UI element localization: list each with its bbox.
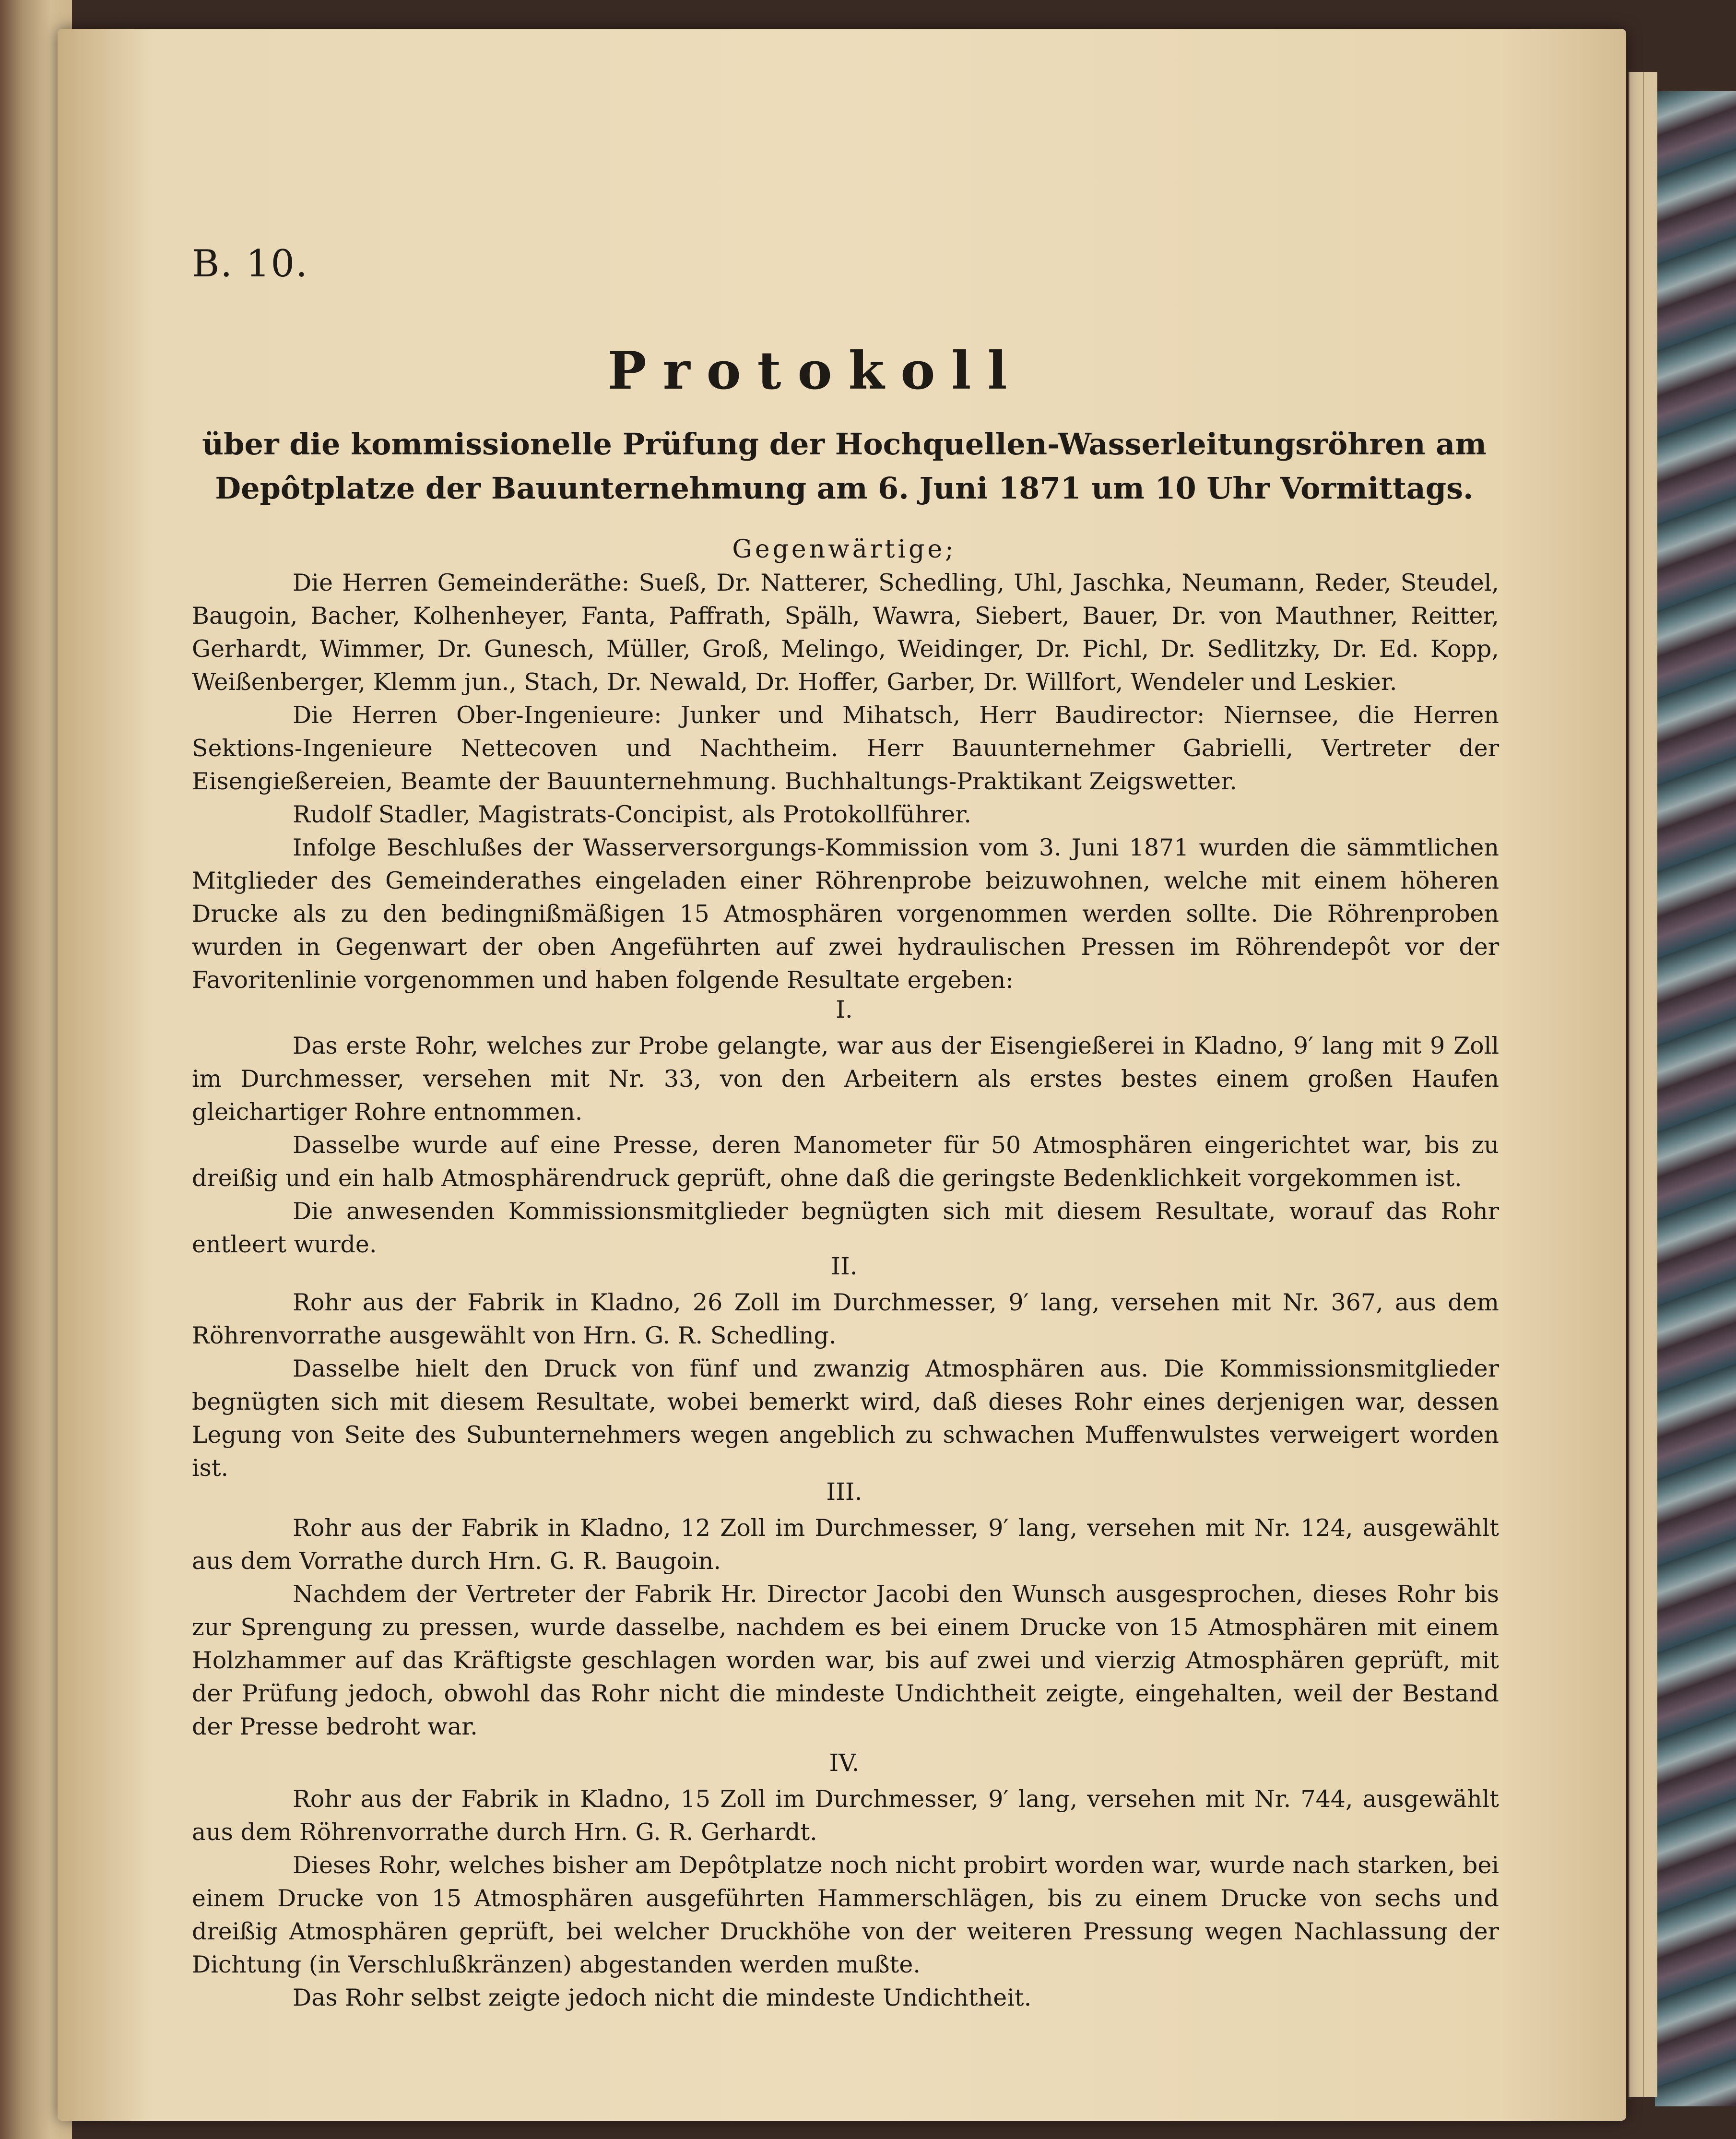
attendance-engineers: Die Herren Ober-Ingenieure: Junker und Mihatsch, Herr Baudirector: Niernsee, die Herren Sektions-Ingenieure Nettecoven und Nachtheim. Herr Bauunternehmer Gabrielli, Vertreter der Eisengießereien, Beamte der Bauunternehmung. Buchhaltungs-Praktikant Zeigswetter. <box>192 701 1499 795</box>
marbled-book-edge <box>1655 91 1736 2106</box>
attendance-recorder: Rudolf Stadler, Magistrats-Concipist, als Protokollführer. <box>293 801 971 828</box>
section-3 <box>192 1511 1499 1743</box>
section-paragraph: Die anwesenden Kommissionsmitglieder begnügten sich mit diesem Resultate, worauf das Rohr entleert wurde. <box>192 1198 1499 1258</box>
section-paragraph: Dasselbe hielt den Druck von fünf und zwanzig Atmosphären aus. Die Kommissionsmitglieder begnügten sich mit diesem Resultate, wobei bemerkt wird, daß dieses Rohr eines derjenigen war, dessen Legung von Seite des Subunternehmers wegen angeblich zu schwachen Muffenwulstes verweigert worden ist. <box>192 1355 1499 1482</box>
page-label: B. 10. <box>192 242 308 285</box>
page-edge-stack <box>1629 72 1643 2097</box>
section-numeral: I. <box>836 996 853 1023</box>
section-numeral: II. <box>831 1252 858 1280</box>
attendance-block <box>192 566 1499 997</box>
attendance-councillors: Die Herren Gemeinderäthe: Sueß, Dr. Natterer, Schedling, Uhl, Jaschka, Neumann, Reder, Steudel, Baugoin, Bacher, Kolhenheyer, Fanta, Paffrath, Spälh, Wawra, Siebert, Bauer, Dr. von Mauthner, Reitter, Gerhardt, Wimmer, Dr. Gunesch, Müller, Groß, Melingo, Weidinger, Dr. Pichl, Dr. Sedlitzky, Dr. Ed. Kopp, Weißenberger, Klemm jun., Stach, Dr. Newald, Dr. Hoffer, Garber, Dr. Willfort, Wendeler und Leskier. <box>192 569 1499 696</box>
intro-paragraph: Infolge Beschlußes der Wasserversorgungs-Kommission vom 3. Juni 1871 wurden die sämmtlichen Mitglieder des Gemeinderathes eingeladen einer Röhrenprobe beizuwohnen, welche mit einem höheren Drucke als zu den bedingnißmäßigen 15 Atmosphären vorgenommen werden sollte. Die Röhrenproben wurden in Gegenwart der oben Angeführten auf zwei hydraulischen Pressen im Röhrendepôt vor der Favoritenlinie vorgenommen und haben folgende Resultate ergeben: <box>192 834 1499 994</box>
section-paragraph: Rohr aus der Fabrik in Kladno, 26 Zoll im Durchmesser, 9′ lang, versehen mit Nr. 367, aus dem Röhrenvorrathe ausgewählt von Hrn. G. R. Schedling. <box>192 1289 1499 1349</box>
section-paragraph: Das Rohr selbst zeigte jedoch nicht die mindeste Undichtheit. <box>293 1984 1032 2011</box>
section-paragraph: Nachdem der Vertreter der Fabrik Hr. Director Jacobi den Wunsch ausgesprochen, dieses Rohr bis zur Sprengung zu pressen, wurde dasselbe, nachdem es bei einem Drucke von 15 Atmosphären mit einem Holzhammer auf das Kräftigste geschlagen worden war, bis auf zwei und vierzig Atmosphären geprüft, mit der Prüfung jedoch, obwohl das Rohr nicht die mindeste Undichtheit zeigte, eingehalten, weil der Bestand der Presse bedroht war. <box>192 1580 1499 1740</box>
document-subtitle: über die kommissionelle Prüfung der Hochquellen-Wasserleitungsröhren am Depôtplatze der Bauunternehmung am 6. Juni 1871 um 10 Uhr Vormittags. <box>202 427 1487 506</box>
section-2 <box>192 1286 1499 1485</box>
section-paragraph: Dasselbe wurde auf eine Presse, deren Manometer für 50 Atmosphären eingerichtet war, bis zu dreißig und ein halb Atmosphärendruck geprüft, ohne daß die geringste Bedenklichkeit vorgekommen ist. <box>192 1131 1499 1192</box>
section-numeral: III. <box>826 1478 862 1506</box>
section-numeral: IV. <box>829 1749 860 1777</box>
section-paragraph: Das erste Rohr, welches zur Probe gelangte, war aus der Eisengießerei in Kladno, 9′ lang mit 9 Zoll im Durchmesser, versehen mit Nr. 33, von den Arbeitern als erstes bestes einem großen Haufen gleichartiger Rohre entnommen. <box>192 1032 1499 1126</box>
document-title: Protokoll <box>607 341 1024 401</box>
attendance-heading: Gegenwärtige; <box>732 535 957 564</box>
section-paragraph: Rohr aus der Fabrik in Kladno, 15 Zoll im Durchmesser, 9′ lang, versehen mit Nr. 744, ausgewählt aus dem Röhrenvorrathe durch Hrn. G. R. Gerhardt. <box>192 1785 1499 1846</box>
section-4 <box>192 1782 1499 2014</box>
section-paragraph: Dieses Rohr, welches bisher am Depôtplatze noch nicht probirt worden war, wurde nach starken, bei einem Drucke von 15 Atmosphären ausgeführten Hammerschlägen, bis zu einem Drucke von sechs und dreißig Atmosphären geprüft, bei welcher Druckhöhe von der weiteren Pressung wegen Nachlassung der Dichtung (in Verschlußkränzen) abgestanden werden mußte. <box>192 1852 1499 1978</box>
section-paragraph: Rohr aus der Fabrik in Kladno, 12 Zoll im Durchmesser, 9′ lang, versehen mit Nr. 124, ausgewählt aus dem Vorrathe durch Hrn. G. R. Baugoin. <box>192 1514 1499 1575</box>
section-1 <box>192 1029 1499 1261</box>
page-edge-stack <box>1643 72 1657 2097</box>
